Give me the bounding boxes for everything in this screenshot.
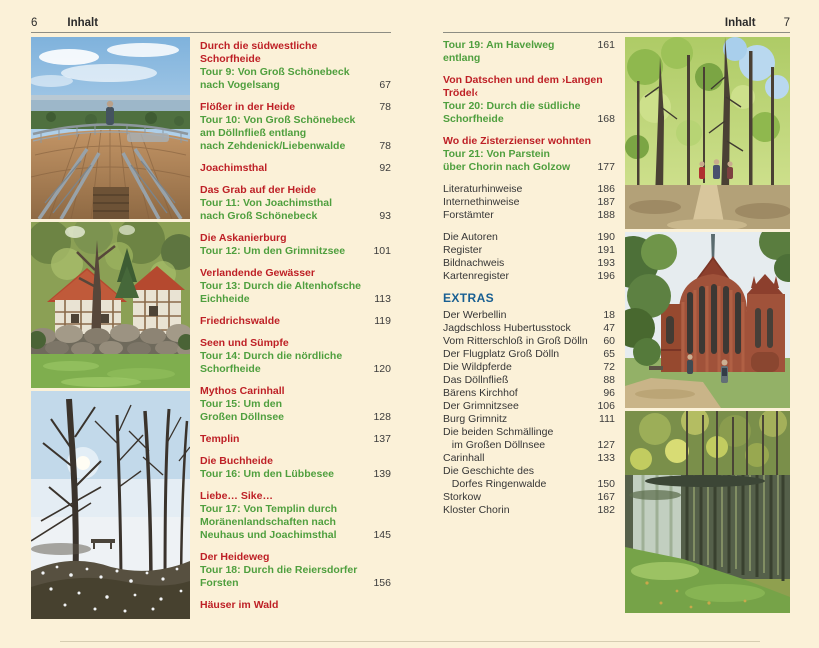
toc-group bbox=[200, 490, 391, 542]
toc-line bbox=[200, 293, 391, 306]
toc-group bbox=[200, 40, 391, 92]
toc-line bbox=[200, 79, 391, 92]
entry-page-number: 177 bbox=[597, 161, 615, 173]
entry-page-number: 156 bbox=[373, 577, 391, 589]
toc-section-heading bbox=[200, 315, 391, 328]
calm-river-reflections-photo bbox=[625, 411, 790, 613]
entry-text: Literaturhinweise bbox=[443, 183, 523, 195]
toc-section-heading bbox=[443, 135, 615, 148]
entry-text: Von Datschen und dem ›Langen bbox=[443, 74, 603, 86]
toc-plain-entry bbox=[443, 452, 615, 465]
half-timbered-houses-photo bbox=[31, 222, 190, 388]
toc-tour-entry bbox=[443, 100, 615, 126]
entry-text: Großen Döllnsee bbox=[200, 411, 285, 423]
page-left-header bbox=[31, 17, 391, 33]
entry-page-number: 113 bbox=[374, 293, 391, 305]
entry-text: Neuhaus und Joachimsthal bbox=[200, 529, 337, 541]
toc-line bbox=[443, 361, 615, 374]
entry-text: Tour 15: Um den bbox=[200, 398, 283, 410]
entry-page-number: 161 bbox=[597, 39, 615, 51]
toc-line bbox=[200, 599, 391, 612]
entry-page-number: 150 bbox=[597, 478, 615, 490]
entry-text: Liebe… Sike… bbox=[200, 490, 273, 502]
toc-line bbox=[443, 100, 615, 113]
entry-text: Burg Grimnitz bbox=[443, 413, 508, 425]
entry-page-number: 111 bbox=[599, 413, 615, 425]
toc-line bbox=[443, 478, 615, 491]
toc-group bbox=[200, 232, 391, 258]
toc-plain-entry bbox=[443, 413, 615, 426]
toc-line bbox=[443, 209, 615, 222]
entry-page-number: 119 bbox=[374, 315, 391, 327]
header-title-left: Inhalt bbox=[67, 17, 99, 29]
toc-line bbox=[200, 245, 391, 258]
toc-line bbox=[443, 335, 615, 348]
entry-text: Die Askanierburg bbox=[200, 232, 287, 244]
toc-plain-entry bbox=[443, 270, 615, 283]
toc-tour-entry bbox=[200, 350, 391, 376]
toc-line bbox=[200, 101, 391, 114]
brick-monastery-church-photo bbox=[625, 232, 790, 408]
entry-text: Die beiden Schmällinge bbox=[443, 426, 554, 438]
toc-tour-entry bbox=[443, 39, 615, 65]
toc-line bbox=[200, 337, 391, 350]
toc-line bbox=[443, 39, 615, 65]
entry-text: Forstämter bbox=[443, 209, 494, 221]
entry-page-number: 67 bbox=[379, 79, 391, 91]
entry-page-number: 96 bbox=[603, 387, 615, 399]
entry-text: Die Autoren bbox=[443, 231, 498, 243]
toc-group bbox=[443, 39, 615, 65]
extras-heading bbox=[443, 292, 615, 305]
toc-line bbox=[200, 280, 391, 293]
toc-tour-entry bbox=[200, 197, 391, 223]
toc-group bbox=[200, 337, 391, 376]
toc-line bbox=[443, 413, 615, 426]
toc-line bbox=[200, 350, 391, 363]
toc-line bbox=[200, 66, 391, 79]
toc-line bbox=[200, 114, 391, 127]
toc-group bbox=[443, 292, 615, 305]
entry-page-number: 127 bbox=[597, 439, 615, 451]
entry-text: Die Buchheide bbox=[200, 455, 273, 467]
entry-text: Der Werbellin bbox=[443, 309, 507, 321]
toc-tour-entry bbox=[200, 468, 391, 481]
entry-page-number: 101 bbox=[373, 245, 391, 257]
toc-plain-entry bbox=[443, 387, 615, 400]
toc-group bbox=[200, 162, 391, 175]
toc-plain-entry bbox=[443, 322, 615, 335]
page-right-header bbox=[443, 17, 790, 33]
toc-line bbox=[200, 184, 391, 197]
entry-text: Das Grab auf der Heide bbox=[200, 184, 317, 196]
toc-group bbox=[200, 433, 391, 446]
toc-line bbox=[443, 400, 615, 413]
page-number-left: 6 bbox=[31, 17, 38, 29]
entry-page-number: 65 bbox=[603, 348, 615, 360]
toc-group bbox=[443, 74, 615, 126]
entry-text: Kartenregister bbox=[443, 270, 509, 282]
entry-page-number: 186 bbox=[597, 183, 615, 195]
page-right bbox=[443, 17, 790, 616]
toc-group bbox=[200, 267, 391, 306]
toc-group bbox=[443, 135, 615, 174]
entry-text: Friedrichswalde bbox=[200, 315, 280, 327]
entry-page-number: 190 bbox=[597, 231, 615, 243]
entry-text: Forsten bbox=[200, 577, 239, 589]
entry-text: Tour 21: Von Parstein bbox=[443, 148, 550, 160]
entry-text: nach Vogelsang bbox=[200, 79, 280, 91]
entry-text: Mythos Carinhall bbox=[200, 385, 285, 397]
entry-page-number: 193 bbox=[597, 257, 615, 269]
entry-text: Tour 11: Von Joachimsthal bbox=[200, 197, 333, 209]
entry-page-number: 191 bbox=[597, 244, 615, 256]
entry-text: Storkow bbox=[443, 491, 481, 503]
entry-text: Tour 14: Durch die nördliche bbox=[200, 350, 343, 362]
toc-plain-entry bbox=[443, 504, 615, 517]
toc-section-heading bbox=[200, 385, 391, 398]
entry-page-number: 92 bbox=[379, 162, 391, 174]
toc-plain-entry bbox=[443, 196, 615, 209]
toc-tour-entry bbox=[443, 148, 615, 174]
toc-line bbox=[443, 292, 615, 305]
entry-text: Schorfheide bbox=[443, 113, 504, 125]
entry-text: Tour 18: Durch die Reiersdorfer bbox=[200, 564, 358, 576]
entry-page-number: 128 bbox=[373, 411, 391, 423]
entry-text: Verlandende Gewässer bbox=[200, 267, 315, 279]
toc-line bbox=[443, 348, 615, 361]
toc-section-heading bbox=[200, 455, 391, 468]
entry-page-number: 88 bbox=[603, 374, 615, 386]
entry-text: Jagdschloss Hubertusstock bbox=[443, 322, 571, 334]
photo-column-left bbox=[31, 37, 190, 622]
toc-line bbox=[200, 363, 391, 376]
entry-text: Bildnachweis bbox=[443, 257, 505, 269]
toc-plain-entry bbox=[443, 335, 615, 348]
toc-group bbox=[200, 551, 391, 590]
entry-text: Tour 20: Durch die südliche bbox=[443, 100, 581, 112]
entry-text: Die Geschichte des bbox=[443, 465, 535, 477]
toc-line bbox=[200, 490, 391, 503]
entry-page-number: 78 bbox=[379, 140, 391, 152]
entry-page-number: 60 bbox=[603, 335, 615, 347]
lookout-platform-photo bbox=[31, 37, 190, 219]
entry-text: Wo die Zisterzienser wohnten bbox=[443, 135, 591, 147]
toc-line bbox=[200, 232, 391, 245]
toc-line bbox=[200, 503, 391, 516]
toc-plain-entry bbox=[443, 209, 615, 222]
toc-line bbox=[443, 231, 615, 244]
toc-plain-entry bbox=[443, 374, 615, 387]
entry-page-number: 120 bbox=[373, 363, 391, 375]
toc-section-heading bbox=[200, 267, 391, 280]
toc-group bbox=[200, 385, 391, 424]
toc-tour-entry bbox=[200, 564, 391, 590]
toc-line bbox=[200, 398, 391, 411]
entry-text: Tour 9: Von Groß Schönebeck bbox=[200, 66, 350, 78]
toc-section-heading bbox=[200, 40, 391, 66]
toc-line bbox=[200, 468, 391, 481]
toc-line bbox=[200, 53, 391, 66]
photo-column-right bbox=[625, 37, 790, 616]
toc-plain-entry bbox=[443, 491, 615, 504]
toc-line bbox=[200, 40, 391, 53]
toc-line bbox=[200, 127, 391, 140]
entry-text: Moränenlandschaften nach bbox=[200, 516, 336, 528]
toc-line bbox=[443, 374, 615, 387]
toc-line bbox=[443, 426, 615, 439]
entry-text: Tour 16: Um den Lübbesee bbox=[200, 468, 334, 480]
toc-tour-entry bbox=[200, 114, 391, 153]
toc-line bbox=[443, 452, 615, 465]
entry-page-number: 106 bbox=[597, 400, 615, 412]
entry-text: Register bbox=[443, 244, 483, 256]
toc-line bbox=[443, 309, 615, 322]
toc-group bbox=[443, 183, 615, 222]
toc-line bbox=[443, 504, 615, 517]
toc-line bbox=[443, 87, 615, 100]
entry-page-number: 133 bbox=[597, 452, 615, 464]
entry-text: Internethinweise bbox=[443, 196, 520, 208]
toc-plain-entry bbox=[443, 183, 615, 196]
toc-plain-entry bbox=[443, 426, 615, 452]
toc-section-heading bbox=[200, 162, 391, 175]
entry-text: Eichheide bbox=[200, 293, 250, 305]
entry-text: Vom Ritterschloß in Groß Dölln bbox=[443, 335, 588, 347]
toc-line bbox=[443, 161, 615, 174]
toc-group bbox=[200, 315, 391, 328]
page-left bbox=[31, 17, 391, 622]
header-title-right: Inhalt bbox=[724, 17, 756, 29]
entry-text: über Chorin nach Golzow bbox=[443, 161, 571, 173]
entry-page-number: 137 bbox=[373, 433, 391, 445]
entry-text: am Döllnfließ entlang bbox=[200, 127, 307, 139]
toc-plain-entry bbox=[443, 465, 615, 491]
entry-text: Das Döllnfließ bbox=[443, 374, 509, 386]
entry-page-number: 187 bbox=[597, 196, 615, 208]
toc-line bbox=[443, 491, 615, 504]
entry-page-number: 18 bbox=[603, 309, 615, 321]
toc-section-heading bbox=[200, 599, 391, 612]
toc-line bbox=[443, 322, 615, 335]
entry-text: Tour 13: Durch die Altenhofsche bbox=[200, 280, 362, 292]
toc-section-heading bbox=[200, 232, 391, 245]
toc-line bbox=[200, 577, 391, 590]
entry-page-number: 167 bbox=[597, 491, 615, 503]
toc-group bbox=[200, 184, 391, 223]
entry-page-number: 182 bbox=[597, 504, 615, 516]
toc-plain-entry bbox=[443, 257, 615, 270]
toc-column-right bbox=[443, 37, 615, 616]
entry-text: Der Flugplatz Groß Dölln bbox=[443, 348, 560, 360]
toc-line bbox=[200, 267, 391, 280]
toc-plain-entry bbox=[443, 400, 615, 413]
entry-page-number: 196 bbox=[597, 270, 615, 282]
entry-text: Schorfheide bbox=[200, 53, 261, 65]
entry-text: Dorfes Ringenwalde bbox=[443, 478, 547, 490]
toc-line bbox=[443, 183, 615, 196]
toc-tour-entry bbox=[200, 66, 391, 92]
page-number-right: 7 bbox=[783, 17, 790, 29]
entry-text: im Großen Döllnsee bbox=[443, 439, 546, 451]
toc-plain-entry bbox=[443, 231, 615, 244]
toc-column-left bbox=[200, 37, 391, 622]
toc-line bbox=[200, 411, 391, 424]
entry-text: Flößer in der Heide bbox=[200, 101, 296, 113]
entry-text: Kloster Chorin bbox=[443, 504, 510, 516]
page-bottom-edge bbox=[60, 641, 760, 642]
toc-line bbox=[443, 135, 615, 148]
entry-text: Joachimsthal bbox=[200, 162, 268, 174]
toc-line bbox=[443, 465, 615, 478]
toc-tour-entry bbox=[200, 280, 391, 306]
entry-page-number: 78 bbox=[379, 101, 391, 113]
toc-section-heading bbox=[200, 337, 391, 350]
entry-text: Seen und Sümpfe bbox=[200, 337, 289, 349]
entry-page-number: 168 bbox=[597, 113, 615, 125]
entry-page-number: 139 bbox=[373, 468, 391, 480]
toc-line bbox=[200, 140, 391, 153]
toc-line bbox=[200, 516, 391, 529]
toc-line bbox=[200, 433, 391, 446]
entry-text: Schorfheide bbox=[200, 363, 261, 375]
entry-text: Der Grimnitzsee bbox=[443, 400, 519, 412]
toc-line bbox=[443, 387, 615, 400]
toc-tour-entry bbox=[200, 245, 391, 258]
toc-tour-entry bbox=[200, 503, 391, 542]
entry-text: Der Heideweg bbox=[200, 551, 270, 563]
toc-line bbox=[200, 210, 391, 223]
toc-group bbox=[443, 231, 615, 283]
toc-line bbox=[443, 439, 615, 452]
entry-text: Tour 19: Am Havelweg entlang bbox=[443, 39, 558, 64]
entry-text: Tour 10: Von Groß Schönebeck bbox=[200, 114, 356, 126]
entry-text: Häuser im Wald bbox=[200, 599, 279, 611]
toc-line bbox=[443, 196, 615, 209]
toc-line bbox=[200, 564, 391, 577]
entry-text: nach Zehdenick/Liebenwalde bbox=[200, 140, 346, 152]
toc-plain-entry bbox=[443, 348, 615, 361]
toc-section-heading bbox=[200, 101, 391, 114]
entry-page-number: 145 bbox=[373, 529, 391, 541]
entry-page-number: 93 bbox=[379, 210, 391, 222]
entry-page-number: 47 bbox=[603, 322, 615, 334]
toc-line bbox=[443, 113, 615, 126]
toc-section-heading bbox=[200, 184, 391, 197]
winter-lakeshore-photo bbox=[31, 391, 190, 619]
toc-line bbox=[443, 148, 615, 161]
toc-line bbox=[200, 529, 391, 542]
toc-line bbox=[443, 270, 615, 283]
toc-line bbox=[200, 551, 391, 564]
toc-section-heading bbox=[200, 490, 391, 503]
toc-group bbox=[200, 455, 391, 481]
entry-text: Bärens Kirchhof bbox=[443, 387, 518, 399]
toc-group bbox=[443, 309, 615, 517]
toc-tour-entry bbox=[200, 398, 391, 424]
entry-page-number: 72 bbox=[603, 361, 615, 373]
toc-line bbox=[200, 455, 391, 468]
forest-path-hikers-photo bbox=[625, 37, 790, 229]
toc-plain-entry bbox=[443, 309, 615, 322]
toc-group bbox=[200, 101, 391, 153]
toc-line bbox=[200, 315, 391, 328]
toc-section-heading bbox=[200, 433, 391, 446]
entry-text: Trödel‹ bbox=[443, 87, 479, 99]
entry-text: Durch die südwestliche bbox=[200, 40, 318, 52]
toc-line bbox=[443, 257, 615, 270]
toc-line bbox=[443, 244, 615, 257]
toc-group bbox=[200, 599, 391, 612]
toc-line bbox=[200, 162, 391, 175]
entry-page-number: 188 bbox=[597, 209, 615, 221]
entry-text: Tour 12: Um den Grimnitzsee bbox=[200, 245, 346, 257]
toc-plain-entry bbox=[443, 361, 615, 374]
toc-section-heading bbox=[443, 74, 615, 100]
toc-line bbox=[200, 197, 391, 210]
entry-text: nach Groß Schönebeck bbox=[200, 210, 318, 222]
toc-section-heading bbox=[200, 551, 391, 564]
toc-line bbox=[443, 74, 615, 87]
entry-text: Die Wildpferde bbox=[443, 361, 512, 373]
entry-text: Tour 17: Von Templin durch bbox=[200, 503, 338, 515]
entry-text: EXTRAS bbox=[443, 291, 495, 305]
entry-text: Templin bbox=[200, 433, 240, 445]
entry-text: Carinhall bbox=[443, 452, 485, 464]
toc-line bbox=[200, 385, 391, 398]
toc-plain-entry bbox=[443, 244, 615, 257]
